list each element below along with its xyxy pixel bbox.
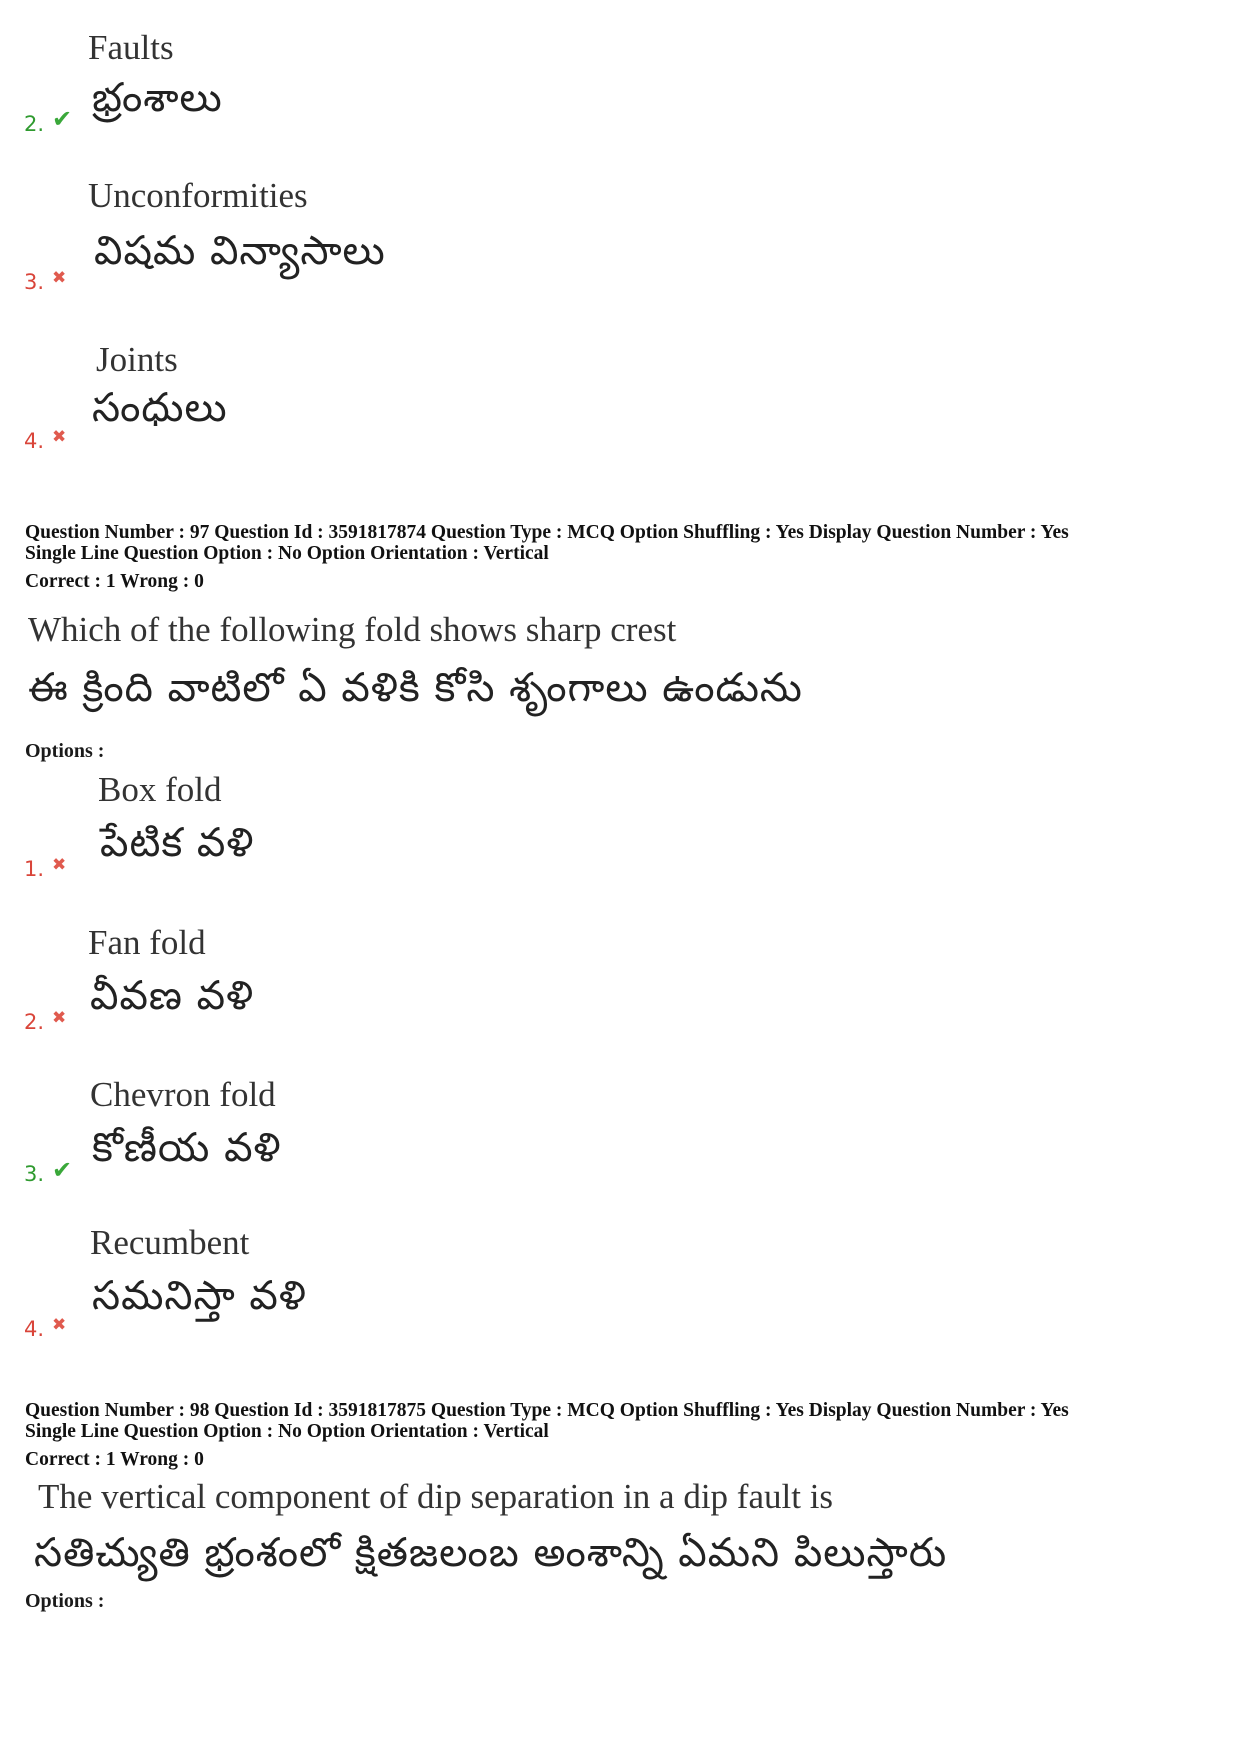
option-item xyxy=(0,1070,1240,1220)
option-number: 2. xyxy=(24,1010,45,1034)
question-telugu-text: సతిచ్యుతి భ్రంశంలో క్షితజలంబ అంశాన్ని ఏమని పిలుస్తారు xyxy=(34,1530,948,1576)
question-english-text: The vertical component of dip separation in a dip fault is xyxy=(38,1477,834,1516)
option-english-text: Joints xyxy=(96,340,178,379)
cross-icon: ✖ xyxy=(52,427,67,447)
check-icon: ✔ xyxy=(52,105,73,133)
cross-icon: ✖ xyxy=(52,1315,67,1335)
option-english-text: Chevron fold xyxy=(90,1075,276,1114)
option-english-text: Faults xyxy=(88,28,174,67)
question-marks: Correct : 1 Wrong : 0 xyxy=(25,571,204,592)
option-telugu-text: పేటిక వళి xyxy=(100,820,255,866)
options-label: Options : xyxy=(25,740,105,762)
option-number: 3. xyxy=(24,1162,45,1186)
option-telugu-text: కోణీయ వళి xyxy=(92,1125,282,1171)
option-number: 4. xyxy=(24,429,45,453)
option-english-text: Recumbent xyxy=(90,1223,250,1262)
question-meta-line1: Question Number : 98 Question Id : 3591817875 Question Type : MCQ Option Shuffling : Yes Display Question Number : Yes xyxy=(25,1400,1069,1421)
option-item xyxy=(0,320,1240,470)
question-meta-line2: Single Line Question Option : No Option Orientation : Vertical xyxy=(25,543,549,564)
option-english-text: Fan fold xyxy=(88,923,206,962)
cross-icon: ✖ xyxy=(52,268,67,288)
option-item xyxy=(0,918,1240,1068)
cross-icon: ✖ xyxy=(52,1008,67,1028)
question-telugu-text: ఈ క్రింది వాటిలో ఏ వళికి కోసి శృంగాలు ఉండును xyxy=(28,665,803,711)
option-english-text: Box fold xyxy=(98,770,222,809)
question-meta-line2: Single Line Question Option : No Option Orientation : Vertical xyxy=(25,1421,549,1442)
option-telugu-text: వీవణ వళి xyxy=(90,973,255,1019)
option-telugu-text: భ్రంశాలు xyxy=(92,75,223,121)
options-label: Options : xyxy=(25,1590,105,1612)
option-number: 2. xyxy=(24,112,45,136)
option-english-text: Unconformities xyxy=(88,176,308,215)
option-item xyxy=(0,1223,1240,1373)
question-english-text: Which of the following fold shows sharp crest xyxy=(28,610,677,649)
option-item xyxy=(0,160,1240,310)
cross-icon: ✖ xyxy=(52,855,67,875)
question-marks: Correct : 1 Wrong : 0 xyxy=(25,1449,204,1470)
option-item xyxy=(0,20,1240,170)
option-number: 4. xyxy=(24,1317,45,1341)
option-telugu-text: సమనిస్తా వళి xyxy=(92,1273,307,1319)
option-number: 3. xyxy=(24,270,45,294)
option-telugu-text: విషమ విన్యాసాలు xyxy=(94,228,386,274)
option-telugu-text: సంధులు xyxy=(92,385,228,431)
check-icon: ✔ xyxy=(52,1156,73,1184)
question-meta-line1: Question Number : 97 Question Id : 3591817874 Question Type : MCQ Option Shuffling : Yes Display Question Number : Yes xyxy=(25,522,1069,543)
option-number: 1. xyxy=(24,857,45,881)
option-item xyxy=(0,765,1240,915)
